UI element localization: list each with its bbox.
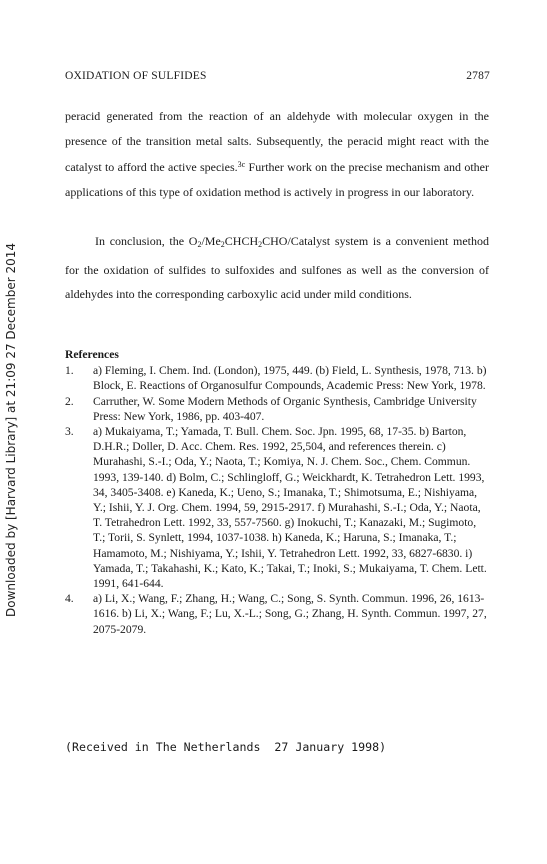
reference-text: a) Mukaiyama, T.; Yamada, T. Bull. Chem. Soc. Jpn. 1995, 68, 17-35. b) Barton, D.H.R.; Doller, D. Acc. Chem. Res. 1992, 25,504, and references therein. c) Murahashi, S.-I.; Oda, Y.; Naota, T.; Komiya, N. J. Chem. Soc., Chem. Commun. 1993, 139-140. d) Bolm, C.; Schlingloff, G.; Weickhardt, K. Tetrahedron Lett. 1993, 34, 3405-3408. e) Kaneda, K.; Ueno, S.; Imanaka, T.; Shimotsuma, E.; Nishiyama, Y.; Ishii, Y. J. Org. Chem. 1994, 59, 2915-2917. f) Murahashi, S.-I.; Oda, Y.; Naota, T. Tetrahedron Lett. 1992, 33, 557-7560. g) Inokuchi, T.; Kanazaki, M.; Sugimoto, T.; Torii, S. Synlett, 1994, 1037-1038. h) Kaneda, K.; Haruna, S.; Imanaka, T.; Hamamoto, M.; Nishiyama, Y.; Ishii, Y. Tetrahedron Lett. 1992, 33, 6827-6830. i) Yamada, T.; Takahashi, K.; Kato, K.; Takai, T.; Inoki, S.; Mukaiyama, T. Chem. Lett. 1991, 641-644. bbox=[93, 425, 487, 591]
download-watermark-text: Downloaded by [Harvard Library] at 21:09 27 December 2014 bbox=[4, 243, 18, 617]
page-number: 2787 bbox=[466, 70, 490, 82]
reference-item bbox=[65, 424, 489, 591]
reference-item bbox=[65, 591, 489, 637]
conclusion-text-2: /Me bbox=[201, 234, 221, 248]
conclusion-text-1: In conclusion, the O bbox=[95, 234, 198, 248]
running-title: OXIDATION OF SULFIDES bbox=[65, 70, 207, 82]
reference-text: Carruther, W. Some Modern Methods of Organic Synthesis, Cambridge University Press: New York, 1986, pp. 403-407. bbox=[93, 394, 477, 423]
body-paragraph-1 bbox=[65, 104, 489, 204]
conclusion-text-3: CHCH bbox=[224, 234, 259, 248]
reference-number: 4. bbox=[65, 592, 74, 606]
reference-number: 2. bbox=[65, 394, 74, 408]
reference-number: 3. bbox=[65, 425, 74, 439]
reference-item bbox=[65, 363, 489, 393]
formula-subscript-3: 2 bbox=[258, 240, 263, 249]
received-date-note: (Received in The Netherlands 27 January 1998) bbox=[65, 740, 387, 754]
reference-item bbox=[65, 394, 489, 424]
references-heading: References bbox=[65, 348, 119, 361]
body-paragraph-conclusion bbox=[65, 229, 489, 307]
references-section bbox=[65, 347, 489, 637]
reference-number: 1. bbox=[65, 364, 74, 378]
citation-superscript: 3c bbox=[237, 160, 246, 170]
paragraph-1-text-b: Further work on the precise mechanism and other applications of this type of oxidation method is actively in progress in our laboratory. bbox=[65, 160, 490, 199]
reference-text: a) Li, X.; Wang, F.; Zhang, H.; Wang, C.; Song, S. Synth. Commun. 1996, 26, 1613-1616. b) Li, X.; Wang, F.; Lu, X.-L.; Song, G.; Zhang, H. Synth. Commun. 1997, 27, 2075-2079. bbox=[93, 592, 487, 636]
formula-subscript-1: 2 bbox=[197, 240, 202, 249]
running-header bbox=[65, 70, 490, 82]
paragraph-1-text-a: peracid generated from the reaction of an aldehyde with molecular oxygen in the presence of the transition metal salts. Subsequently, the peracid might react with the catalyst to afford the active species. bbox=[65, 109, 489, 175]
download-watermark bbox=[2, 20, 20, 840]
conclusion-text-4: CHO/Catalyst system is a convenient method for the oxidation of sulfides to sulfoxides and sulfones as well as the conversion of aldehydes into the corresponding carboxylic acid under mild conditions. bbox=[65, 234, 489, 302]
formula-subscript-2: 2 bbox=[220, 240, 225, 249]
reference-text: a) Fleming, I. Chem. Ind. (London), 1975, 449. (b) Field, L. Synthesis, 1978, 713. b) Block, E. Reactions of Organosulfur Compounds, Academic Press: New York, 1978. bbox=[93, 364, 487, 393]
